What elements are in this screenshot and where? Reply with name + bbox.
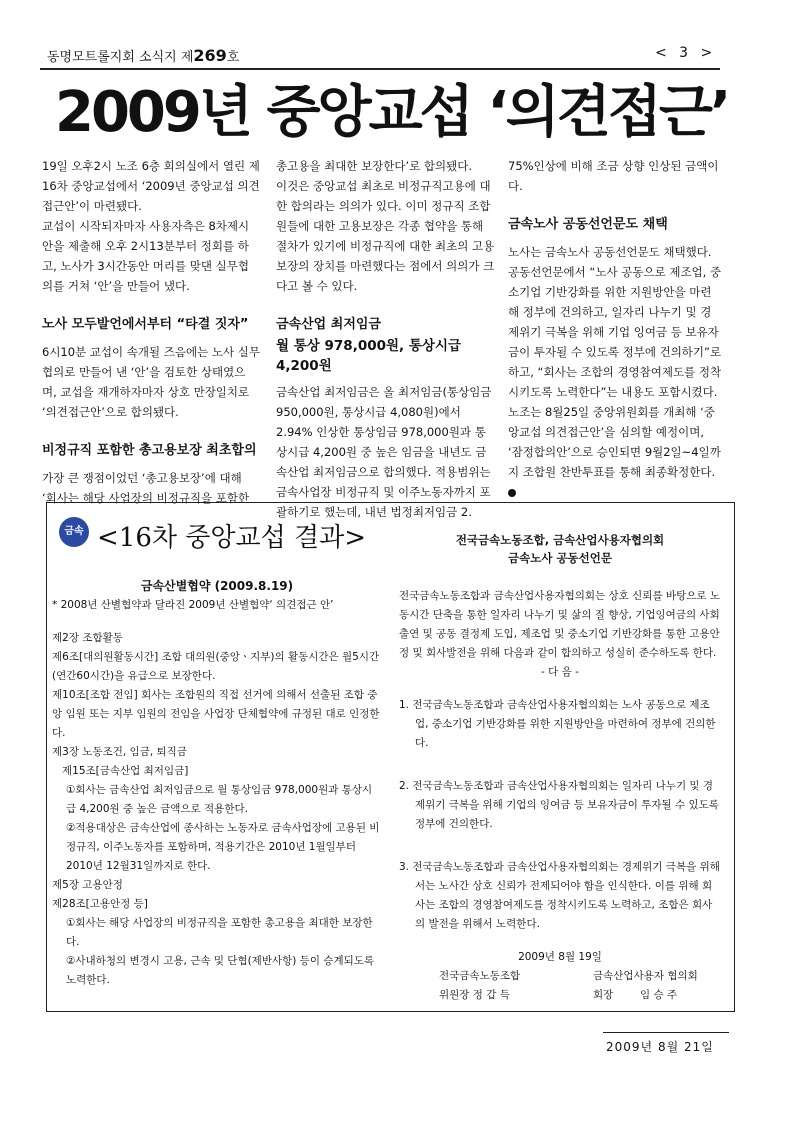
paragraph: [508, 402, 722, 502]
agreement-line: 제3장 노동조건, 임금, 퇴직금: [52, 746, 187, 758]
header-rule: [40, 68, 720, 70]
union-logo: 금속: [59, 517, 89, 547]
agreement-section: [52, 577, 382, 990]
header-left: [47, 46, 239, 65]
end-mark-icon: [508, 489, 516, 497]
paragraph: 노사는 금속노사 공동선언문도 채택했다. 공동선언문에서 “노사 공동으로 제조업, 중소기업 기반강화를 위한 지원방안을 마련해 정부에 건의하고, 일자리 나누기 및 경제위기 극복을 위해 기업 잉여금 등 보유자금이 투자될 수 있도록 정부에 건의하기”로 하고, “회사는 조합의 경영참여제도를 정착시키도록 노력한다”는 내용도 포함시켰다.: [508, 245, 722, 399]
paragraph: 총고용을 최대한 보장한다’로 합의됐다.: [276, 159, 473, 173]
agreement-line: ①회사는 금속산업 최저임금으로 월 통상임금 978,000원과 통상시급 4,200원 중 높은 금액으로 적용한다.: [66, 784, 373, 815]
paragraph: 6시10분 교섭이 속개될 즈음에는 노사 실무협의로 만들어 낸 ‘안’을 검토한 상태였으며, 교섭을 재개하자마자 상호 만장일치로 ‘의견접근안’으로 합의됐다.: [42, 345, 260, 419]
signatory-name: 회장 임 승 주: [593, 989, 678, 1001]
joint-declaration: [399, 531, 721, 1005]
issue-suffix: 호: [226, 50, 240, 65]
paragraph: 19일 오후2시 노조 6층 회의실에서 열린 제16차 중앙교섭에서 ‘2009년 중앙교섭 의견접근안’이 마련됐다.: [42, 159, 260, 213]
agreement-line: 제5장 고용안정: [52, 879, 123, 891]
footer-rule: [603, 1032, 729, 1033]
agreement-note: * 2008년 산별협약과 달라진 2009년 산별협약‘ 의견접근 안’: [52, 599, 334, 611]
subheading: 금속산업 최저임금: [276, 317, 381, 332]
agreement-line: 제10조[조합 전임] 회사는 조합원의 직접 선거에 의해서 선출된 조합 중앙 임원 또는 지부 임원의 전임을 사업장 단체협약에 규정된 대로 인정한다.: [52, 689, 380, 739]
declaration-item: 3. 전국금속노동조합과 금속산업사용자협의회는 경제위기 극복을 위해서는 노사간 상호 신뢰가 전제되어야 함을 인식한다. 이를 위해 회사는 조합의 경영참여제도를 정착시키도록 노력하고, 조합은 회사의 발전을 위해서 노력한다.: [399, 861, 720, 930]
agreement-line: ②사내하청의 변경시 고용, 근속 및 단협(제반사항) 등이 승계되도록 노력한다.: [66, 955, 375, 986]
agreement-line: ①회사는 해당 사업장의 비정규직을 포함한 총고용을 최대한 보장한다.: [66, 917, 373, 948]
results-box: [46, 502, 735, 1012]
box-title: <16차 중앙교섭 결과>: [97, 523, 366, 553]
declaration-item: 1. 전국금속노동조합과 금속산업사용자협의회는 노사 공동으로 제조업, 중소기업 기반강화를 위한 지원방안을 마련하여 정부에 건의한다.: [399, 699, 716, 749]
declaration-item: 2. 전국금속노동조합과 금속산업사용자협의회는 일자리 나누기 및 경제위기 극복을 위해 기업의 잉여금 등 보유자금이 투자될 수 있도록 정부에 건의한다.: [399, 780, 719, 830]
signatory-org: 전국금속노동조합: [439, 970, 521, 982]
newsletter-name: 동명모트롤지회 소식지 제: [47, 50, 194, 65]
agreement-line: 제15조[금속산업 최저임금]: [62, 765, 189, 777]
agreement-line: 제28조[고용안정 등]: [52, 898, 148, 910]
paragraph: 금속산업 최저임금은 올 최저임금(통상임금 950,000원, 통상시급 4,080원)에서 2.94% 인상한 통상임금 978,000원과 통상시급 4,200원 중 높은 임금을 내년도 금속산업 최저임금으로 합의했다. 적용범위는 금속사업장 비정규직 및 이주노동자까지 포괄하기로 했는데, 내년 법정최저임금 2.: [276, 385, 492, 519]
paragraph-text: 노조는 8월25일 중앙위원회를 개최해 ‘중앙교섭 의견접근안’을 심의할 예정이며, ‘잠정합의안’으로 승인되면 9월2일~4일까지 조합원 찬반투표를 통해 최종확정한다.: [508, 405, 721, 479]
agreement-line: ②적용대상은 금속산업에 종사하는 노동자로 금속사업장에 고용된 비정규직, 이주노동자를 포함하며, 적용기간은 2010년 1월일부터 2010년 12월31일까지로 한다.: [66, 822, 380, 872]
declaration-date: 2009년 8월 19일: [518, 951, 602, 963]
article-column-3: [508, 156, 722, 502]
article-column-1: [42, 156, 260, 508]
article-column-2: [276, 156, 496, 522]
paragraph: 교섭이 시작되자마자 사용자측은 8차제시안을 제출해 오후 2시13분부터 정회를 하고, 노사가 3시간동안 머리를 맞댄 실무협의를 거쳐 ‘안’을 만들어 냈다.: [42, 219, 250, 293]
agreement-line: 제6조[대의원활동시간] 조합 대의원(중앙ㆍ지부)의 활동시간은 월5시간(연간60시간)을 유급으로 보장한다.: [52, 651, 380, 682]
paragraph: 가장 큰 쟁점이었던 ‘총고용보장’에 대해 ‘회사는 해당 사업장의 비정규직을 포함한: [42, 471, 250, 505]
subheading: 비정규직 포함한 총고용보장 최초합의: [42, 443, 257, 458]
declaration-preamble: 전국금속노동조합과 금속산업사용자협의회는 상호 신뢰를 바탕으로 노동시간 단축을 통한 일자리 나누기 및 삶의 질 향상, 기업잉여금의 사회출연 및 공동 결정제 도입, 제조업 및 중소기업 기반강화를 통한 고용안정 및 회사발전을 위해 다음과 같이 합의하고 성실히 준수하도록 한다.: [399, 590, 720, 659]
signatures: [439, 967, 721, 1005]
signatory-name: 위원장 정 갑 득: [439, 989, 510, 1001]
page-title: 2009년 중앙교섭 ‘의견접근’: [55, 80, 729, 145]
signatory-org: 금속산업사용자 협의회: [593, 970, 698, 982]
subheading: 월 통상 978,000원, 통상시급 4,200원: [276, 338, 462, 374]
declaration-org: 전국금속노동조합, 금속산업사용자협의회: [455, 533, 665, 547]
declaration-title: 금속노사 공동선언문: [508, 551, 612, 565]
agreement-heading: 금속산별협약 (2009.8.19): [140, 579, 294, 593]
subheading: 금속노사 공동선언문도 채택: [508, 217, 668, 232]
issue-number: 269: [193, 46, 227, 65]
subheading: 노사 모두발언에서부터 “타결 짓자”: [42, 317, 249, 332]
agreement-line: 제2장 조합활동: [52, 632, 123, 644]
paragraph: 이것은 중앙교섭 최초로 비정규직고용에 대한 합의라는 의의가 있다. 이미 정규직 조합원들에 대한 고용보장은 각종 협약을 통해 절차가 있기에 비정규직에 대한 최초의 고용보장의 장치를 마련했다는 점에서 의의가 크다고 볼 수 있다.: [276, 179, 495, 293]
paragraph: 75%인상에 비해 조금 상향 인상된 금액이다.: [508, 159, 719, 193]
page-number: < 3 >: [655, 45, 717, 61]
publication-date: 2009년 8월 21일: [606, 1040, 714, 1054]
declaration-divider: - 다 음 -: [541, 666, 579, 678]
